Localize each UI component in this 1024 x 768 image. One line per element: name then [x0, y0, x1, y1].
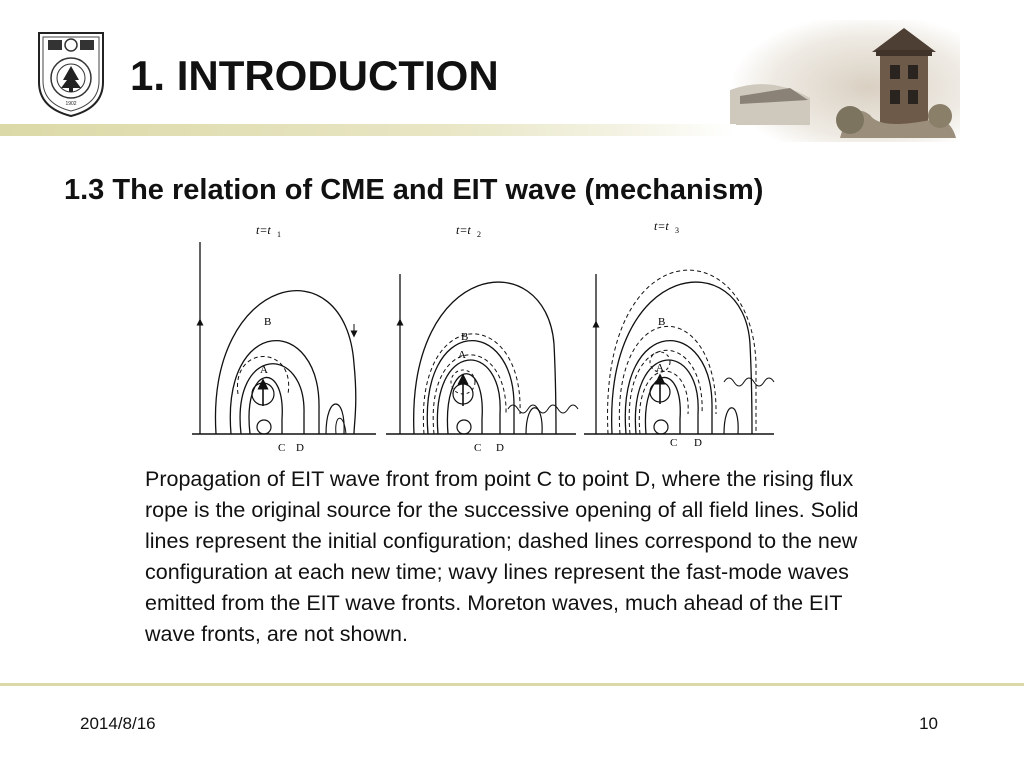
panel-t2-label-d: D [496, 442, 504, 454]
panel-t1-label-d: D [296, 442, 304, 454]
logo-year: 1902 [65, 101, 77, 107]
figure-caption: Propagation of EIT wave front from point C to point D, where the rising flux rope is the original source for the successive opening of all field lines. Solid lines represent the initial configuration; dashed lines correspond to the new configuration at each new time; wavy lines represent the fast-mode waves emitted from the EIT wave fronts. Moreton waves, much ahead of the EIT wave fronts, are not shown. [145, 467, 859, 646]
panel-t2-time: t=t [456, 223, 471, 237]
slide-subtitle: 1.3 The relation of CME and EIT wave (mechanism) [64, 174, 764, 206]
panel-t3-label-c: C [670, 437, 678, 449]
slide-title: 1. INTRODUCTION [130, 52, 499, 99]
panel-t3-label-a: A [656, 362, 664, 374]
panel-t3-label-b: B [658, 316, 666, 328]
panel-t2-label-b: B [461, 331, 469, 343]
panel-t2-label-a: A [458, 349, 466, 361]
campus-tower-photo [730, 20, 960, 142]
panel-t3-time: t=t [654, 219, 669, 233]
panel-t1-time: t=t [256, 223, 271, 237]
panel-t2 [386, 223, 578, 454]
panel-t1-time-subscript: 1 [277, 230, 281, 239]
panel-t1-label-b: B [264, 316, 272, 328]
page-number: 10 [919, 714, 938, 733]
panel-t1-label-a: A [260, 364, 268, 376]
panel-t1-label-c: C [278, 442, 286, 454]
footer-date: 2014/8/16 [80, 714, 156, 733]
panel-t3 [584, 219, 774, 449]
panel-t2-label-c: C [474, 442, 482, 454]
mechanism-figure [186, 214, 786, 464]
panel-t1 [192, 223, 376, 454]
panel-t3-label-d: D [694, 437, 702, 449]
nanjing-university-emblem-icon [36, 30, 106, 118]
panel-t3-time-subscript: 3 [675, 226, 679, 235]
footer-rule [0, 683, 1024, 686]
panel-t2-time-subscript: 2 [477, 230, 481, 239]
header-band [0, 124, 736, 136]
